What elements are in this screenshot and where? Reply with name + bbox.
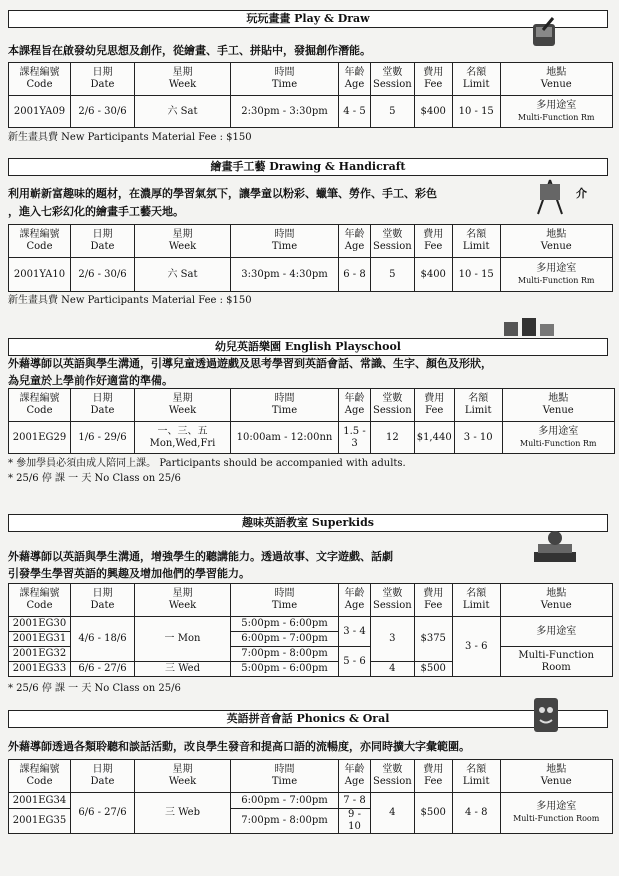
cell-code: 2001EG35	[9, 809, 71, 834]
table-header-row	[9, 584, 613, 617]
material-fee-note: 新生畫具費 New Participants Material Fee : $150	[8, 295, 252, 306]
col-session: 堂數 Session	[371, 225, 415, 258]
table-header-row	[9, 225, 613, 258]
cell-fee: $400	[414, 96, 452, 128]
intro-english-playschool-2: 為兒童於上學前作好適當的準備。	[8, 374, 173, 387]
cell-code: 2001EG31	[9, 632, 71, 647]
col-age: 年齡 Age	[339, 760, 371, 793]
col-code: 課程編號 Code	[9, 225, 71, 258]
col-date: 日期 Date	[71, 63, 135, 96]
cell-age: 1.5 - 3	[339, 422, 371, 454]
col-venue: 地點 Venue	[500, 225, 612, 258]
cell-time: 6:00pm - 7:00pm	[231, 793, 339, 809]
cell-code: 2001EG29	[9, 422, 71, 454]
accompany-note: * 參加學員必須由成人陪同上課。 Participants should be accompanied with adults.	[8, 458, 406, 469]
cell-time: 6:00pm - 7:00pm	[231, 632, 339, 647]
col-age: 年齡 Age	[339, 389, 371, 422]
intro-drawing-handicraft-1	[8, 186, 608, 202]
cell-limit: 10 - 15	[452, 96, 500, 128]
section-title-play-draw: 玩玩畫畫 Play & Draw	[8, 10, 608, 28]
no-class-note: * 25/6 停 課 一 天 No Class on 25/6	[8, 683, 181, 694]
cell-time: 7:00pm - 8:00pm	[231, 647, 339, 662]
cell-session: 4	[371, 793, 415, 834]
col-time: 時間 Time	[231, 389, 339, 422]
cell-date: 4/6 - 18/6	[71, 617, 135, 662]
col-time: 時間 Time	[231, 584, 339, 617]
section-title-english-playschool: 幼兒英語樂園 English Playschool	[8, 338, 608, 356]
col-week: 星期 Week	[135, 389, 231, 422]
cell-venue: 多用途室 Multi-Function Rm	[500, 96, 612, 128]
table-header-row	[9, 389, 615, 422]
schedule-table-phonics-oral	[8, 759, 613, 834]
intro-play-draw: 本課程旨在啟發幼兒思想及創作，從繪畫、手工、拼貼中，發掘創作潛能。	[8, 44, 371, 57]
col-code: 課程編號 Code	[9, 760, 71, 793]
col-week: 星期 Week	[135, 760, 231, 793]
col-fee: 費用 Fee	[414, 63, 452, 96]
col-code: 課程編號 Code	[9, 63, 71, 96]
col-age: 年齡 Age	[339, 584, 371, 617]
intro-phonics-oral: 外藉導師透過各類聆聽和談話活動，改良學生發音和提高口語的流暢度，亦同時擴大字彙範圍。	[8, 740, 470, 753]
cell-week: 一 Mon	[135, 617, 231, 662]
col-fee: 費用 Fee	[414, 760, 452, 793]
cell-week: 六 Sat	[135, 96, 231, 128]
table-header-row	[9, 63, 613, 96]
table-row	[9, 258, 613, 292]
cell-date: 2/6 - 30/6	[71, 258, 135, 292]
cell-code: 2001YA10	[9, 258, 71, 292]
cell-session: 12	[371, 422, 415, 454]
cell-venue: 多用途室 Multi-Function Rm	[502, 422, 614, 454]
col-session: 堂數 Session	[371, 584, 415, 617]
col-time: 時間 Time	[231, 63, 339, 96]
cell-session: 5	[371, 258, 415, 292]
schedule-table-drawing-handicraft	[8, 224, 613, 292]
cell-age: 5 - 6	[339, 647, 371, 677]
cell-limit: 3 - 6	[452, 617, 500, 677]
intro-superkids-1: 外藉導師以英語與學生溝通，增強學生的聽講能力。透過故事、文字遊戲、話劇	[8, 550, 393, 563]
cell-time: 5:00pm - 6:00pm	[231, 617, 339, 632]
cell-code: 2001EG33	[9, 662, 71, 677]
intro-drawing-handicraft-tail: 介	[576, 187, 587, 200]
intro-drawing-handicraft-text: 利用嶄新富趣味的題材，在濃厚的學習氣氛下，讓學童以粉彩、蠟筆、勞作、手工、彩色	[8, 187, 437, 200]
cell-time: 2:30pm - 3:30pm	[231, 96, 339, 128]
cell-date: 1/6 - 29/6	[71, 422, 135, 454]
table-header-row	[9, 760, 613, 793]
material-fee-note: 新生畫具費 New Participants Material Fee : $150	[8, 132, 252, 143]
cell-code: 2001EG32	[9, 647, 71, 662]
cell-venue: 多用途室 Multi-Function Rm	[500, 258, 612, 292]
col-venue: 地點 Venue	[502, 389, 614, 422]
table-row	[9, 617, 613, 632]
cell-code: 2001EG34	[9, 793, 71, 809]
cell-limit: 4 - 8	[452, 793, 500, 834]
toy-blocks-icon	[500, 312, 560, 340]
cell-age: 7 - 8	[339, 793, 371, 809]
table-row	[9, 793, 613, 809]
cell-code: 2001EG30	[9, 617, 71, 632]
schedule-table-superkids	[8, 583, 613, 677]
cell-date: 6/6 - 27/6	[71, 662, 135, 677]
cell-fee: $500	[414, 793, 452, 834]
col-week: 星期 Week	[135, 225, 231, 258]
col-fee: 費用 Fee	[414, 584, 452, 617]
intro-superkids-2: 引發學生學習英語的興趣及增加他們的學習能力。	[8, 567, 250, 580]
section-title-phonics-oral: 英語拼音會話 Phonics & Oral	[8, 710, 608, 728]
intro-english-playschool-1: 外藉導師以英語與學生溝通，引導兒童透過遊戲及思考學習到英語會話、常識、生字、顏色及形狀，	[8, 357, 492, 370]
col-limit: 名額 Limit	[452, 63, 500, 96]
cell-limit: 3 - 10	[454, 422, 502, 454]
section-title-drawing-handicraft: 繪畫手工藝 Drawing & Handicraft	[8, 158, 608, 176]
col-fee: 費用 Fee	[414, 389, 454, 422]
section-title-superkids: 趣味英語教室 Superkids	[8, 514, 608, 532]
col-session: 堂數 Session	[371, 389, 415, 422]
cell-code: 2001YA09	[9, 96, 71, 128]
cell-fee: $375	[414, 617, 452, 662]
col-age: 年齡 Age	[339, 225, 371, 258]
cell-time: 7:00pm - 8:00pm	[231, 809, 339, 834]
col-date: 日期 Date	[71, 584, 135, 617]
cell-session: 4	[371, 662, 415, 677]
table-row	[9, 96, 613, 128]
cell-venue-zh: 多用途室	[500, 617, 612, 647]
cell-age: 3 - 4	[339, 617, 371, 647]
cell-fee: $400	[414, 258, 452, 292]
col-time: 時間 Time	[231, 225, 339, 258]
cell-session: 5	[371, 96, 415, 128]
col-code: 課程編號 Code	[9, 584, 71, 617]
col-fee: 費用 Fee	[414, 225, 452, 258]
cell-time: 10:00am - 12:00nn	[231, 422, 339, 454]
col-date: 日期 Date	[71, 389, 135, 422]
schedule-table-play-draw	[8, 62, 613, 128]
col-limit: 名額 Limit	[452, 225, 500, 258]
col-limit: 名額 Limit	[454, 389, 502, 422]
col-age: 年齡 Age	[339, 63, 371, 96]
cell-date: 2/6 - 30/6	[71, 96, 135, 128]
cell-age: 9 - 10	[339, 809, 371, 834]
col-limit: 名額 Limit	[452, 760, 500, 793]
cell-week: 三 Wed	[135, 662, 231, 677]
cell-date: 6/6 - 27/6	[71, 793, 135, 834]
col-date: 日期 Date	[71, 225, 135, 258]
cell-fee: $500	[414, 662, 452, 677]
cell-venue-en: Multi-Function Room	[500, 647, 612, 677]
cell-week: 六 Sat	[135, 258, 231, 292]
cell-week: 三 Web	[135, 793, 231, 834]
col-session: 堂數 Session	[371, 760, 415, 793]
intro-drawing-handicraft-2: ，進入七彩幻化的繪畫手工藝天地。	[8, 205, 184, 218]
col-week: 星期 Week	[135, 63, 231, 96]
col-limit: 名額 Limit	[452, 584, 500, 617]
col-venue: 地點 Venue	[500, 760, 612, 793]
col-code: 課程編號 Code	[9, 389, 71, 422]
cell-age: 4 - 5	[339, 96, 371, 128]
col-venue: 地點 Venue	[500, 63, 612, 96]
cell-session: 3	[371, 617, 415, 662]
cell-time: 5:00pm - 6:00pm	[231, 662, 339, 677]
cell-fee: $1,440	[414, 422, 454, 454]
col-time: 時間 Time	[231, 760, 339, 793]
col-week: 星期 Week	[135, 584, 231, 617]
cell-time: 3:30pm - 4:30pm	[231, 258, 339, 292]
col-venue: 地點 Venue	[500, 584, 612, 617]
no-class-note: * 25/6 停 課 一 天 No Class on 25/6	[8, 473, 181, 484]
cell-limit: 10 - 15	[452, 258, 500, 292]
schedule-table-english-playschool	[8, 388, 615, 454]
col-session: 堂數 Session	[371, 63, 415, 96]
cell-week: 一、三、五 Mon,Wed,Fri	[135, 422, 231, 454]
book-character-icon	[528, 694, 564, 738]
col-date: 日期 Date	[71, 760, 135, 793]
cell-venue: 多用途室 Multi-Function Room	[500, 793, 612, 834]
cell-age: 6 - 8	[339, 258, 371, 292]
table-row	[9, 422, 615, 454]
